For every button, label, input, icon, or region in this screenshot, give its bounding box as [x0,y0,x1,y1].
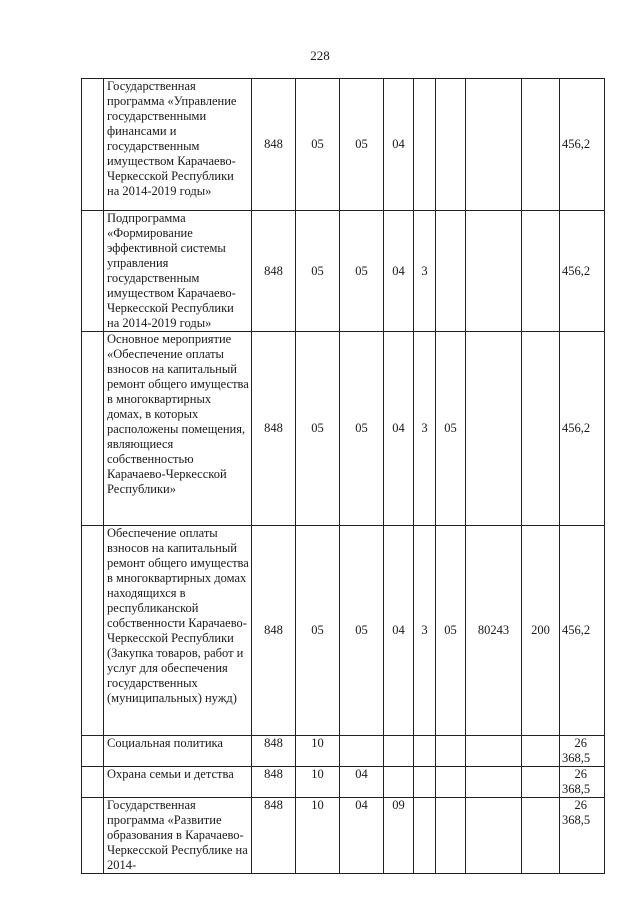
page-number: 228 [310,48,330,63]
expense-type-cell [522,79,560,211]
item-name-cell: Охрана семьи и детства [104,767,252,798]
amount-cell: 26 368,5 [560,767,605,798]
expense-type-cell [522,211,560,332]
program-code-cell: 04 [384,79,414,211]
subprogram-code-cell: 3 [414,332,436,526]
direction-code-cell [466,79,522,211]
activity-code-cell [436,211,466,332]
row-number-cell [82,79,104,211]
amount-cell: 456,2 [560,211,605,332]
expense-type-cell [522,767,560,798]
ministry-code-cell: 848 [252,736,296,767]
row-number-cell [82,798,104,874]
program-code-cell [384,767,414,798]
ministry-code-cell: 848 [252,767,296,798]
row-number-cell [82,767,104,798]
row-number-cell [82,211,104,332]
subprogram-code-cell: 3 [414,526,436,736]
section-code-cell: 10 [296,767,340,798]
item-name-cell: Социальная политика [104,736,252,767]
table-row [82,79,605,211]
program-code-cell: 04 [384,211,414,332]
expense-type-cell: 200 [522,526,560,736]
subprogram-code-cell [414,798,436,874]
subsection-code-cell: 04 [340,798,384,874]
ministry-code-cell: 848 [252,79,296,211]
subsection-code-cell: 05 [340,79,384,211]
activity-code-cell [436,736,466,767]
item-name-cell: Государственная программа «Развитие образования в Карачаево-Черкесской Республике на 2014- [104,798,252,874]
activity-code-cell: 05 [436,526,466,736]
direction-code-cell [466,736,522,767]
subprogram-code-cell [414,767,436,798]
direction-code-cell: 80243 [466,526,522,736]
expense-type-cell [522,736,560,767]
expense-type-cell [522,332,560,526]
section-code-cell: 10 [296,736,340,767]
section-code-cell: 05 [296,332,340,526]
table-row [82,736,605,767]
subsection-code-cell: 05 [340,332,384,526]
direction-code-cell [466,767,522,798]
amount-cell: 456,2 [560,79,605,211]
section-code-cell: 10 [296,798,340,874]
subsection-code-cell: 05 [340,211,384,332]
ministry-code-cell: 848 [252,798,296,874]
budget-table [81,78,605,874]
subprogram-code-cell [414,736,436,767]
row-number-cell [82,736,104,767]
item-name-cell: Подпрограмма «Формирование эффективной системы управления государственным имуществом Карачаево-Черкесской Республики на 2014-2019 годы» [104,211,252,332]
direction-code-cell [466,798,522,874]
subsection-code-cell [340,736,384,767]
direction-code-cell [466,211,522,332]
table-row [82,767,605,798]
amount-cell: 456,2 [560,526,605,736]
activity-code-cell: 05 [436,332,466,526]
item-name-cell: Основное мероприятие «Обеспечение оплаты взносов на капитальный ремонт общего имущества в многоквартирных домах, в которых расположены помещения, являющиеся собственностью Карачаево-Черкесской Республики» [104,332,252,526]
item-name-cell: Государственная программа «Управление государственными финансами и государственным имуществом Карачаево-Черкесской Республики на 2014-2019 годы» [104,79,252,211]
program-code-cell: 04 [384,526,414,736]
ministry-code-cell: 848 [252,332,296,526]
program-code-cell: 09 [384,798,414,874]
table-row [82,798,605,874]
section-code-cell: 05 [296,526,340,736]
item-name-cell: Обеспечение оплаты взносов на капитальный ремонт общего имущества в многоквартирных домах находящихся в республиканской собственности Карачаево-Черкесской Республики (Закупка товаров, работ и услуг для обеспечения государственных (муниципальных) нужд) [104,526,252,736]
amount-cell: 456,2 [560,332,605,526]
table-row [82,332,605,526]
activity-code-cell [436,79,466,211]
program-code-cell: 04 [384,332,414,526]
section-code-cell: 05 [296,211,340,332]
section-code-cell: 05 [296,79,340,211]
amount-cell: 26 368,5 [560,736,605,767]
activity-code-cell [436,767,466,798]
row-number-cell [82,332,104,526]
row-number-cell [82,526,104,736]
ministry-code-cell: 848 [252,211,296,332]
amount-cell: 26 368,5 [560,798,605,874]
expense-type-cell [522,798,560,874]
activity-code-cell [436,798,466,874]
subsection-code-cell: 04 [340,767,384,798]
subprogram-code-cell [414,79,436,211]
direction-code-cell [466,332,522,526]
table-row [82,526,605,736]
subprogram-code-cell: 3 [414,211,436,332]
table-row [82,211,605,332]
program-code-cell [384,736,414,767]
ministry-code-cell: 848 [252,526,296,736]
subsection-code-cell: 05 [340,526,384,736]
